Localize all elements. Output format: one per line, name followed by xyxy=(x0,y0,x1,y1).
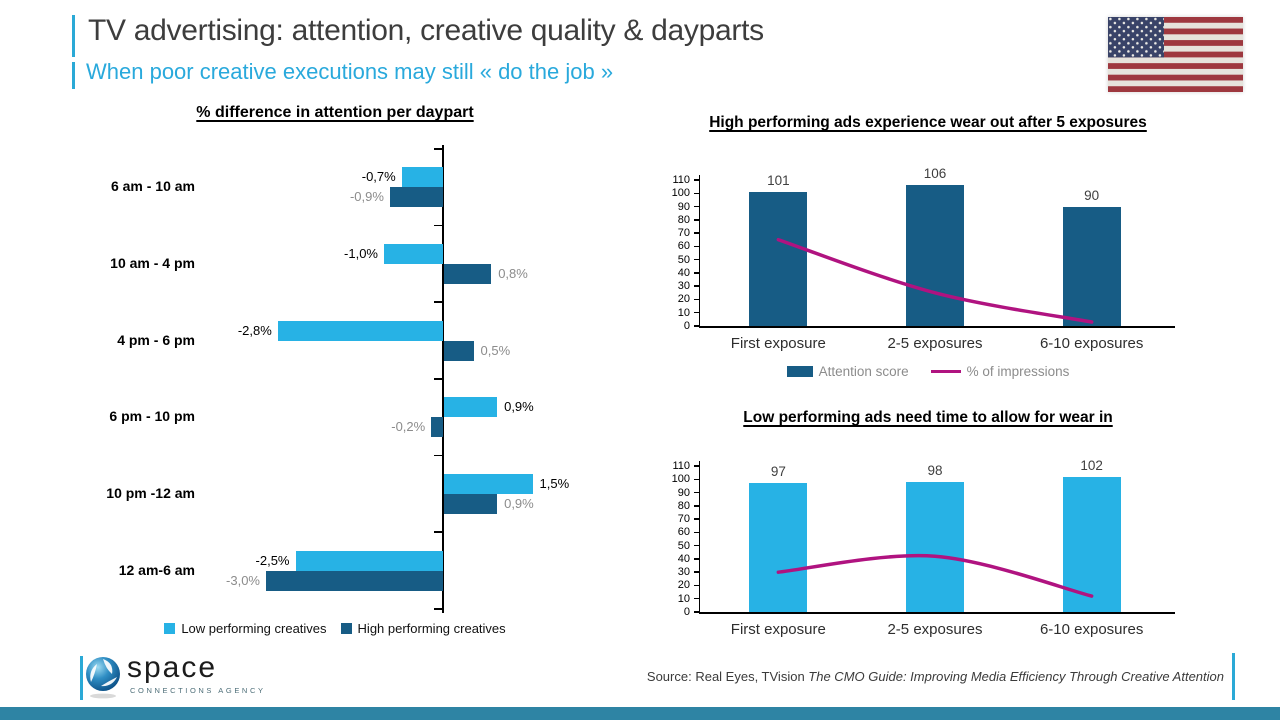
bar-value-label: 1,5% xyxy=(539,476,570,491)
impressions-line xyxy=(700,180,1170,326)
y-tick-label: 20 xyxy=(677,293,690,306)
x-category-label: First exposure xyxy=(730,335,826,352)
y-tick-label: 100 xyxy=(671,187,690,200)
axis-tick xyxy=(434,148,443,150)
bar-value-label: -3,0% xyxy=(226,572,260,588)
title-accent-line xyxy=(72,15,75,57)
y-tick-label: 60 xyxy=(677,526,690,539)
y-tick-label: 60 xyxy=(677,240,690,253)
bar-high xyxy=(444,341,474,361)
bar-high xyxy=(431,417,443,437)
bar-value-label: -0,9% xyxy=(349,189,384,205)
y-tick-label: 110 xyxy=(672,460,690,472)
bar-low xyxy=(384,244,443,264)
source-prefix: Source: Real Eyes, TVision xyxy=(646,669,809,684)
impressions-line xyxy=(700,466,1170,612)
y-tick-label: 70 xyxy=(677,227,690,240)
low-chart-title: Low performing ads need time to allow for wear in xyxy=(743,409,1113,426)
bar-low xyxy=(444,474,533,494)
bar-value-label: 0,8% xyxy=(498,266,528,281)
category-label: 4 pm - 6 pm xyxy=(117,331,195,348)
x-category-label: 2-5 exposures xyxy=(887,621,983,638)
bar-value-label: 0,5% xyxy=(480,342,511,358)
legend-label: % of impressions xyxy=(966,364,1070,379)
bar-high xyxy=(444,494,497,514)
bar-value-label: -2,8% xyxy=(237,322,272,338)
legend-label: High performing creatives xyxy=(357,621,506,636)
legend-item xyxy=(341,621,506,636)
line-path xyxy=(778,240,1091,322)
axis-tick xyxy=(434,225,443,227)
legend-swatch xyxy=(931,370,961,374)
bar-value-label: 0,9% xyxy=(504,399,534,415)
axis-tick xyxy=(434,608,443,610)
y-tick-label: 0 xyxy=(683,606,690,618)
y-tick-label: 40 xyxy=(677,552,690,565)
legend-swatch xyxy=(787,366,813,377)
high-chart-title: High performing ads experience wear out after 5 exposures xyxy=(709,114,1147,131)
source-accent-line xyxy=(1232,653,1235,700)
bar-value-label: 102 xyxy=(1080,457,1103,473)
logo-wordmark: space xyxy=(127,651,218,684)
bar-high xyxy=(444,264,491,284)
low-performing-chart xyxy=(648,407,1208,653)
legend-item xyxy=(164,621,326,636)
bar-value-label: 90 xyxy=(1084,187,1100,203)
x-category-label: 6-10 exposures xyxy=(1039,335,1144,352)
bar-value-label: 0,9% xyxy=(504,496,534,511)
bar-value-label: -1,0% xyxy=(344,246,378,261)
bar-low xyxy=(278,321,443,341)
x-axis xyxy=(699,612,1175,614)
legend-swatch xyxy=(341,623,352,634)
bar-low xyxy=(402,167,443,187)
y-tick-label: 90 xyxy=(677,486,690,499)
us-flag-icon xyxy=(1108,17,1243,92)
y-tick-label: 50 xyxy=(677,539,690,552)
legend-item xyxy=(787,364,909,379)
y-tick-label: 80 xyxy=(677,499,690,512)
y-tick-label: 20 xyxy=(677,579,690,592)
daypart-legend xyxy=(65,621,605,636)
category-label: 6 pm - 10 pm xyxy=(109,408,195,425)
bar-low xyxy=(444,397,497,417)
y-tick-label: 30 xyxy=(677,566,690,579)
subtitle-accent-line xyxy=(72,62,75,89)
x-category-label: First exposure xyxy=(730,621,826,638)
space-logo-icon xyxy=(84,655,122,699)
bar-value-label: 98 xyxy=(927,462,943,478)
legend-swatch xyxy=(164,623,175,634)
page-title: TV advertising: attention, creative quality & dayparts xyxy=(88,14,764,47)
daypart-diff-chart xyxy=(65,104,605,649)
category-label: 12 am-6 am xyxy=(118,561,195,578)
footer-band xyxy=(0,707,1280,720)
y-tick-label: 0 xyxy=(683,320,690,332)
high-performing-chart xyxy=(648,112,1208,390)
bar-value-label: 106 xyxy=(923,166,947,182)
axis-tick xyxy=(434,455,443,457)
legend-item xyxy=(931,364,1070,379)
y-tick-label: 30 xyxy=(677,280,690,293)
category-label: 6 am - 10 am xyxy=(110,178,195,195)
category-label: 10 am - 4 pm xyxy=(110,255,195,271)
y-tick-label: 90 xyxy=(677,200,690,213)
x-category-label: 6-10 exposures xyxy=(1039,621,1144,638)
axis-tick xyxy=(434,378,443,380)
logo-tagline: CONNECTIONS AGENCY xyxy=(130,686,266,695)
bar-value-label: -2,5% xyxy=(255,552,290,568)
y-tick-label: 10 xyxy=(677,592,690,605)
page-subtitle: When poor creative executions may still « do the job » xyxy=(86,59,614,84)
source-note xyxy=(647,669,1224,684)
bar-high xyxy=(390,187,443,207)
x-category-label: 2-5 exposures xyxy=(887,335,983,352)
source-title: The CMO Guide: Improving Media Efficiency Through Creative Attention xyxy=(808,669,1224,684)
bar-value-label: -0,7% xyxy=(361,169,396,185)
bar-high xyxy=(266,571,443,591)
y-tick-label: 100 xyxy=(671,473,690,486)
logo-accent-line xyxy=(80,656,83,700)
bar-value-label: 97 xyxy=(770,464,786,480)
category-label: 10 pm -12 am xyxy=(106,485,195,501)
axis-tick xyxy=(434,531,443,533)
y-tick-label: 50 xyxy=(677,253,690,266)
y-tick-label: 70 xyxy=(677,513,690,526)
x-axis xyxy=(699,326,1175,328)
bar-value-label: -0,2% xyxy=(391,419,426,435)
y-tick-label: 10 xyxy=(677,306,690,319)
bar-low xyxy=(296,551,444,571)
legend-label: Low performing creatives xyxy=(181,621,327,636)
bar-value-label: 101 xyxy=(767,172,790,188)
y-tick-label: 40 xyxy=(677,266,690,279)
y-tick-label: 80 xyxy=(677,213,690,226)
exposure-legend xyxy=(648,364,1208,379)
axis-tick xyxy=(434,301,443,303)
line-path xyxy=(778,556,1091,596)
daypart-chart-title: % difference in attention per daypart xyxy=(196,104,474,121)
y-tick-label: 110 xyxy=(672,174,690,186)
legend-label: Attention score xyxy=(818,364,909,379)
